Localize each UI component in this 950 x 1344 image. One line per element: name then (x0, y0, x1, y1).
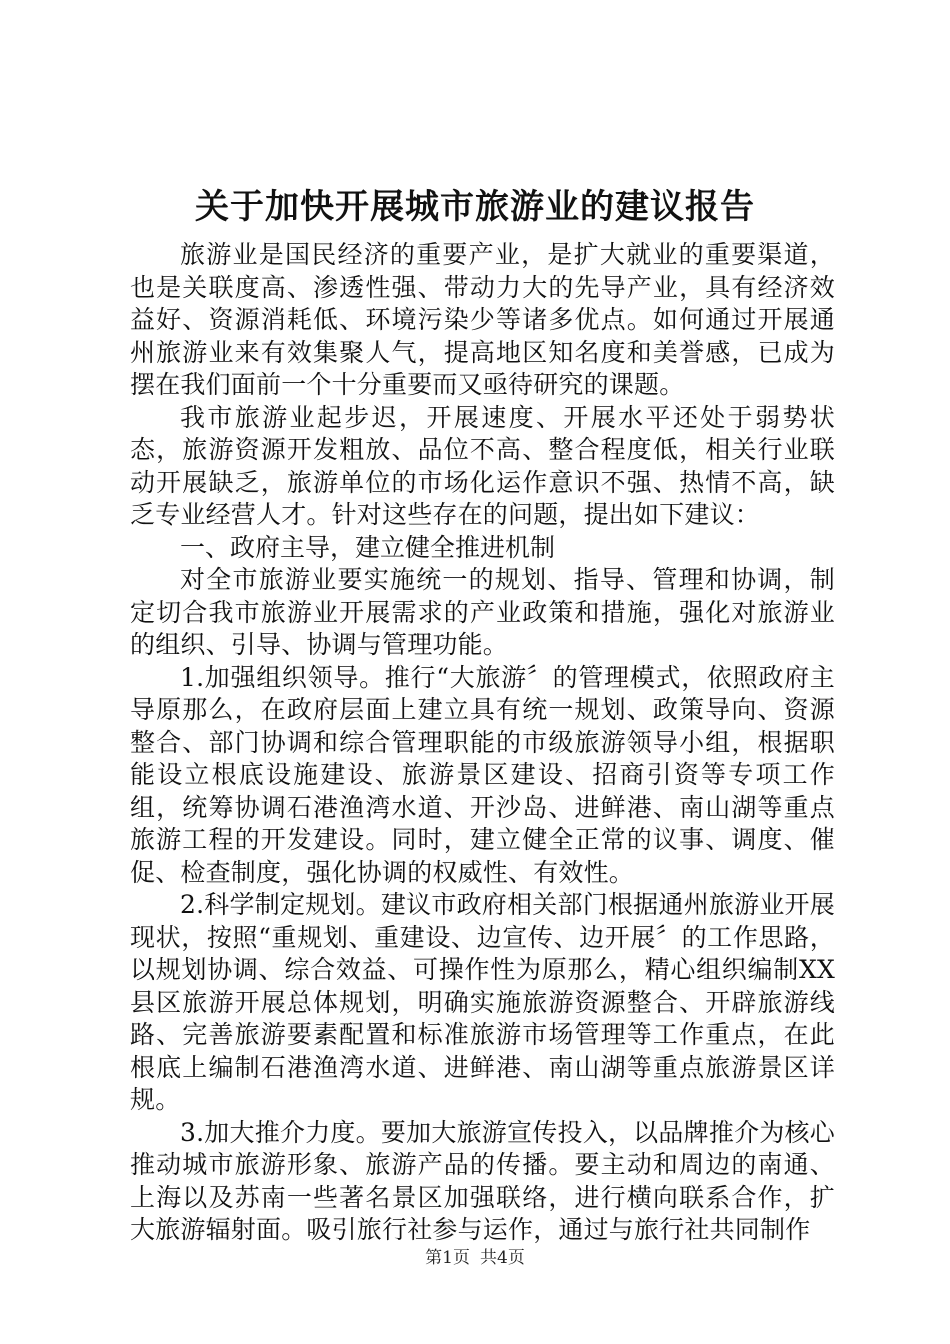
paragraph-section-intro: 对全市旅游业要实施统一的规划、指导、管理和协调，制定切合我市旅游业开展需求的产业政策和措施，强化对旅游业的组织、引导、协调与管理功能。 (130, 565, 835, 659)
section-heading: 一、政府主导，建立健全推进机制 (180, 532, 556, 562)
paragraph-item-2: 2.科学制定规划。建议市政府相关部门根据通州旅游业开展现状，按照“重规划、重建设、边宣传、边开展〞的工作思路，以规划协调、综合效益、可操作性为原那么，精心组织编制XX县区旅游开展总体规划，明确实施旅游资源整合、开辟旅游线路、完善旅游要素配置和标准旅游市场管理等工作重点，在此根底上编制石港渔湾水道、进鲜港、南山湖等重点旅游景区详规。 (130, 890, 835, 1114)
document-body (130, 239, 835, 1247)
paragraph-item-3: 3.加大推介力度。要加大旅游宣传投入，以品牌推介为核心推动城市旅游形象、旅游产品的传播。要主动和周边的南通、上海以及苏南一些著名景区加强联络，进行横向联系合作，扩大旅游辐射面。吸引旅行社参与运作，通过与旅行社共同制作 (130, 1117, 835, 1244)
page-total: 共4页 (480, 1248, 525, 1268)
paragraph-intro: 旅游业是国民经济的重要产业，是扩大就业的重要渠道，也是关联度高、渗透性强、带动力大的先导产业，具有经济效益好、资源消耗低、环境污染少等诸多优点。如何通过开展通州旅游业来有效集聚人气，提高地区知名度和美誉感，已成为摆在我们面前一个十分重要而又亟待研究的课题。 (130, 240, 835, 399)
page-footer (0, 1247, 950, 1269)
paragraph-item-1: 1.加强组织领导。推行“大旅游〞的管理模式，依照政府主导原那么，在政府层面上建立具有统一规划、政策导向、资源整合、部门协调和综合管理职能的市级旅游领导小组，根据职能设立根底设施建设、旅游景区建设、招商引资等专项工作组，统筹协调石港渔湾水道、开沙岛、进鲜港、南山湖等重点旅游工程的开发建设。同时，建立健全正常的议事、调度、催促、检查制度，强化协调的权威性、有效性。 (130, 662, 835, 887)
paragraph-status: 我市旅游业起步迟，开展速度、开展水平还处于弱势状态，旅游资源开发粗放、品位不高、整合程度低，相关行业联动开展缺乏，旅游单位的市场化运作意识不强、热情不高，缺乏专业经营人才。针对这些存在的问题，提出如下建议： (130, 402, 835, 529)
page-number: 第1页 (425, 1248, 470, 1268)
document-title: 关于加快开展城市旅游业的建议报告 (195, 187, 755, 227)
